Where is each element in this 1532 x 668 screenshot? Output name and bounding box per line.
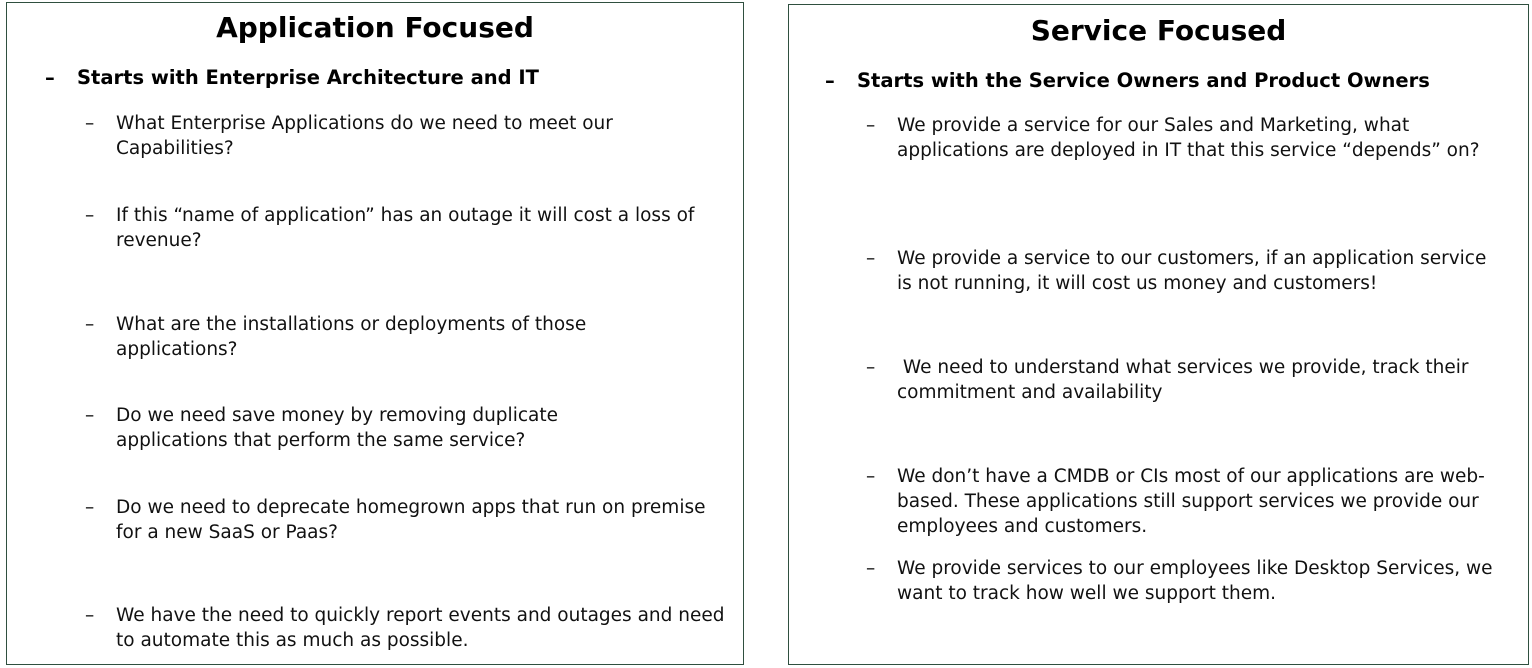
item-dash: – (866, 357, 876, 378)
item-dash: – (866, 115, 876, 136)
list-item (85, 603, 735, 653)
item-dash: – (866, 558, 876, 579)
list-item (85, 312, 735, 362)
item-text: What Enterprise Applications do we need to meet our Capabilities? (116, 113, 613, 159)
list-item (866, 464, 1516, 539)
item-text: We provide a service for our Sales and Marketing, what applications are deployed in IT that this service “depends” on? (897, 115, 1480, 161)
list-item (85, 403, 735, 453)
list-item (85, 111, 735, 161)
heading-dash: – (45, 66, 55, 89)
service-focused-title: Service Focused (1030, 14, 1287, 47)
list-item (866, 246, 1516, 296)
item-dash: – (85, 605, 95, 626)
item-dash: – (866, 248, 876, 269)
item-dash: – (866, 466, 876, 487)
service-focused-heading (825, 68, 1430, 94)
list-item (866, 556, 1516, 606)
item-text: What are the installations or deployments of those applications? (116, 314, 587, 360)
item-text: We provide services to our employees like Desktop Services, we want to track how well we support them. (897, 558, 1493, 604)
item-text: Do we need save money by removing duplicate applications that perform the same service? (116, 405, 558, 451)
item-dash: – (85, 113, 95, 134)
item-text: We don’t have a CMDB or CIs most of our applications are web-based. These applications still support services we provide our employees and customers. (897, 466, 1485, 537)
item-text: Do we need to deprecate homegrown apps that run on premise for a new SaaS or Paas? (116, 497, 706, 543)
list-item (85, 495, 735, 545)
item-text: We provide a service to our customers, if an application service is not running, it will cost us money and customers! (897, 248, 1487, 294)
item-dash: – (85, 497, 95, 518)
item-dash: – (85, 405, 95, 426)
application-focused-title: Application Focused (216, 11, 534, 44)
item-dash: – (85, 205, 95, 226)
item-text: We have the need to quickly report events and outages and need to automate this as much as possible. (116, 605, 725, 651)
item-text: We need to understand what services we provide, track their commitment and availability (897, 357, 1475, 403)
application-focused-heading (45, 65, 539, 91)
application-focused-panel (6, 2, 744, 665)
item-text: If this “name of application” has an outage it will cost a loss of revenue? (116, 205, 695, 251)
heading-dash: – (825, 69, 835, 92)
heading-text: Starts with Enterprise Architecture and IT (77, 66, 539, 89)
heading-text: Starts with the Service Owners and Product Owners (857, 69, 1430, 92)
list-item (85, 203, 735, 253)
item-dash: – (85, 314, 95, 335)
list-item (866, 355, 1516, 405)
service-focused-panel (788, 4, 1529, 665)
list-item (866, 113, 1516, 163)
